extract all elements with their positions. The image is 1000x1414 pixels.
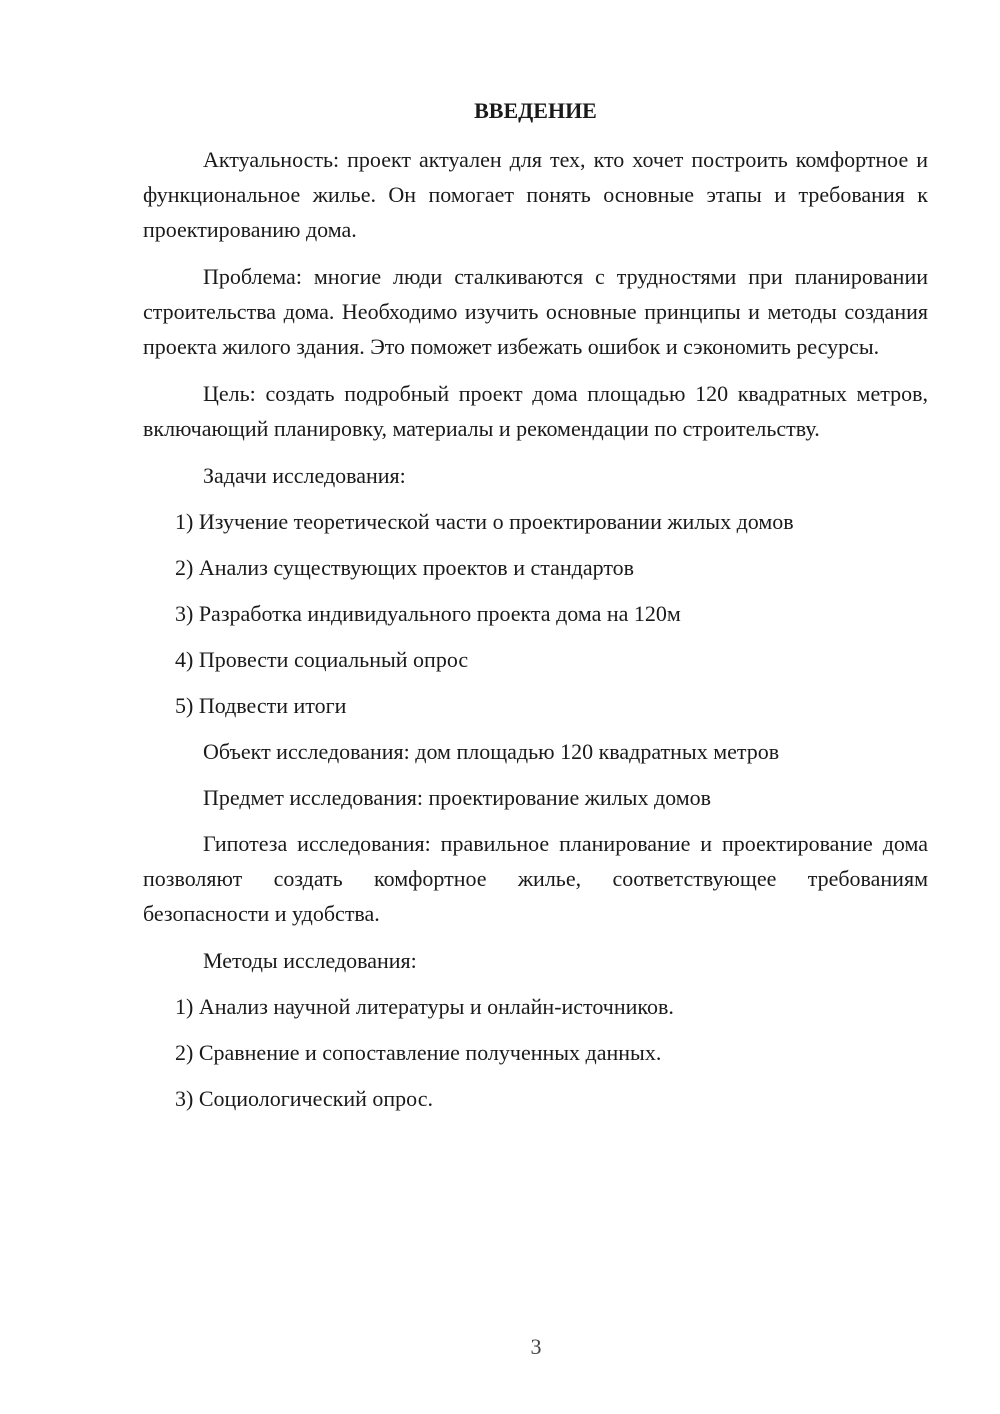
list-item: 1) Анализ научной литературы и онлайн-источников. (175, 994, 674, 1019)
page-content (143, 94, 928, 1127)
list-item: 3) Разработка индивидуального проекта дома на 120м (175, 601, 681, 626)
list-item: 4) Провести социальный опрос (175, 647, 469, 672)
relevance-paragraph: Актуальность: проект актуален для тех, кто хочет построить комфортное и функциональное жилье. Он помогает понять основные этапы и требования к проектированию дома. (143, 147, 928, 242)
list-item: 2) Анализ существующих проектов и стандартов (175, 555, 635, 580)
list-item: 2) Сравнение и сопоставление полученных данных. (175, 1040, 662, 1065)
methods-heading: Методы исследования: (203, 948, 417, 973)
methods-list (143, 989, 928, 1116)
hypothesis-paragraph: Гипотеза исследования: правильное планирование и проектирование дома позволяют создать комфортное жилье, соответствующее требованиям безопасности и удобства. (143, 831, 928, 926)
object-paragraph: Объект исследования: дом площадью 120 квадратных метров (203, 739, 780, 764)
list-item: 1) Изучение теоретической части о проектировании жилых домов (175, 509, 794, 534)
list-item: 3) Социологический опрос. (175, 1086, 433, 1111)
list-item: 5) Подвести итоги (175, 693, 347, 718)
goal-paragraph: Цель: создать подробный проект дома площадью 120 квадратных метров, включающий планировку, материалы и рекомендации по строительству. (143, 381, 928, 441)
tasks-heading: Задачи исследования: (203, 463, 406, 488)
subject-paragraph: Предмет исследования: проектирование жилых домов (203, 785, 712, 810)
problem-paragraph: Проблема: многие люди сталкиваются с трудностями при планировании строительства дома. Необходимо изучить основные принципы и методы создания проекта жилого здания. Это поможет избежать ошибок и сэкономить ресурсы. (143, 264, 928, 359)
section-title: ВВЕДЕНИЕ (474, 98, 597, 123)
tasks-list (143, 504, 928, 723)
page-number: 3 (530, 1334, 542, 1359)
